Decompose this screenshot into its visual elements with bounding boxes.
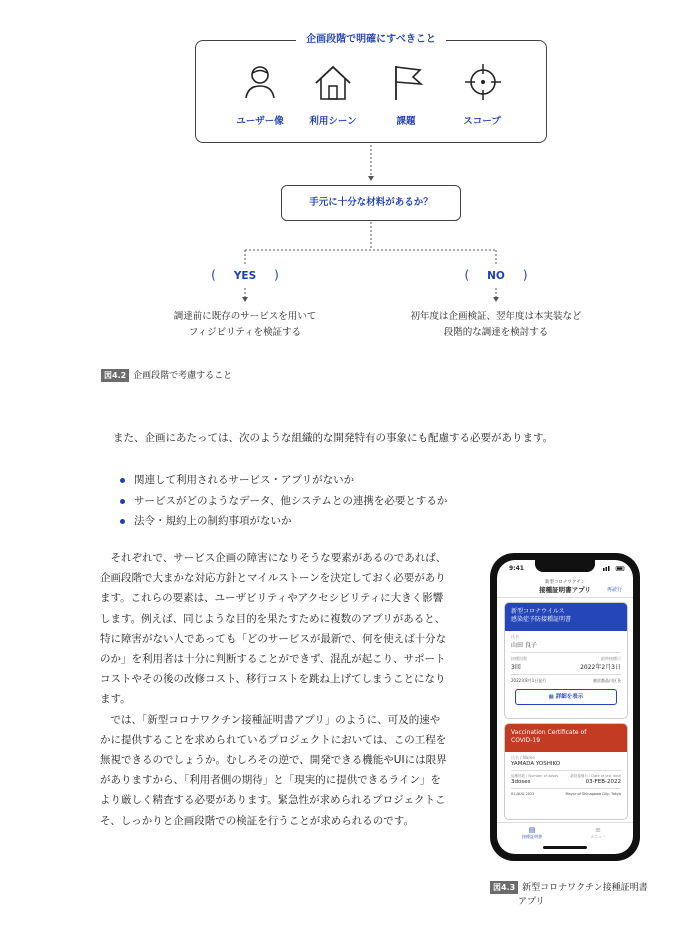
divider [511, 788, 621, 789]
card-body-ja [505, 631, 627, 708]
item-label-scene: 利用シーン [309, 116, 357, 127]
menu-icon: ≡ [595, 826, 601, 834]
figure-caption-phone-line2: アプリ [518, 897, 545, 907]
list-item: 関連して利用されるサービス・アプリがないか [120, 470, 560, 491]
reload-button[interactable]: 再読行 [607, 587, 623, 593]
card-title-en-line1: Vaccination Certificate of [511, 729, 587, 736]
battery-icon [603, 566, 625, 571]
question-box: 手元に十分な材料があるか？ [281, 185, 461, 221]
paragraph: それぞれで、サービス企画の障害になりそうな要素があるのであれば、企画段階で大まかな対応方針とマイルストーンを決定しておく必要があります。これらの要素は、ユーザビリティやアクセシビリティに大きく影響します。例えば、同じような目的を果たすために複数のアプリがあると、特に障害がない人であっても「どのサービスが最新で、何を使えば十分なのか」を利用者は十分に判断することができず、混乱が起こり、サポートコストやその後の改修コスト、移行コストを跳ね上げてしまうことになります。 [100, 552, 447, 706]
certificate-card-en[interactable] [504, 723, 628, 820]
count-label-en: 接種回数 / Number of doses [511, 774, 559, 778]
body-text [100, 548, 450, 831]
issued-date-en: 01-AUG-2022 [511, 792, 535, 796]
item-label-issue: 課題 [396, 116, 416, 127]
app-title: 接種証明書アプリ [539, 586, 591, 594]
issuer: 東京都品川区長 [593, 678, 621, 683]
figure-tag-phone: 図4.3 [490, 881, 518, 894]
divider [511, 674, 621, 675]
no-result-line1: 初年度は企画検証、翌年度は本実装など [410, 311, 582, 322]
tabbar-divider [497, 822, 633, 823]
yes-result-line2: フィジビリティを検証する [188, 327, 302, 338]
date-label: 最終接種日 [601, 656, 621, 661]
phone-mockup [490, 553, 640, 861]
figure-tag: 図4.2 [101, 369, 129, 382]
holder-name-en: YAMADA YOSHIKO [511, 761, 561, 767]
count-label: 接種回数 [511, 656, 527, 661]
dose-count-en: 3doses [511, 779, 531, 785]
flow-connectors [0, 0, 676, 320]
show-detail-label: 詳細を表示 [555, 694, 584, 700]
no-result-line2: 段階的な調達を検討する [443, 327, 549, 338]
figure-caption-phone-line1: 新型コロナワクチン接種証明書 [522, 883, 648, 893]
holder-name: 山田 良子 [511, 642, 537, 649]
item-label-user: ユーザー像 [236, 116, 284, 127]
card-header-ja [505, 603, 627, 631]
last-dose-date: 2022年2月3日 [580, 664, 621, 671]
figure-caption-text: 企画段階で考慮すること [133, 371, 233, 381]
yes-label: YES [233, 270, 257, 282]
status-icons [603, 566, 625, 571]
dose-values [511, 662, 621, 671]
yes-result-line1: 調達前に既存のサービスを用いて [173, 311, 317, 322]
list-item: 法令・規約上の制約事項がないか [120, 511, 560, 532]
phone-notch [535, 560, 595, 572]
app-subtitle: 新型コロナワクチン [544, 580, 586, 585]
issuer-en: Mayor of Shinagawa City, Tokyo [565, 792, 621, 796]
card-title-line1: 新型コロナウイルス [511, 608, 565, 615]
figure-caption [101, 369, 232, 383]
tab-menu[interactable] [583, 826, 613, 840]
issue-info-en [511, 792, 621, 796]
certificate-card-ja[interactable] [504, 602, 628, 719]
show-detail-button[interactable] [515, 689, 617, 705]
no-branch: ( NO ) [464, 268, 528, 282]
name-label-en: 氏名 / Name [511, 755, 535, 760]
issue-info [511, 678, 621, 684]
card-title-en-line2: COVID-19 [511, 737, 541, 744]
tab-certificate-label: 接種証明書 [522, 834, 542, 839]
paragraph: では、「新型コロナワクチン接種証明書アプリ」のように、可及的速やかに提供することを求められているプロジェクトにおいては、この工程を無視できるのでしょうか。むしろその逆で、開発できる機能やUIには限界がありますから、「利用者側の期待」と「現実的に提供できるライン」をより厳しく精査する必要があります。緊急性が求められるプロジェクトこそ、しっかりと企画段階での検証を行うことが求められるのです。 [100, 713, 447, 827]
phone-screen [497, 560, 633, 854]
card-title-line2: 感染症予防接種証明書 [511, 616, 572, 623]
name-label: 氏名 [511, 634, 519, 639]
home-indicator [543, 846, 587, 849]
intro-paragraph: また、企画にあたっては、次のような組織的な開発特有の事象にも配慮する必要があります。 [113, 432, 554, 444]
divider [511, 770, 621, 771]
no-label: NO [487, 270, 505, 282]
certificate-icon: ▤ [528, 826, 536, 834]
card-header-en [505, 724, 627, 752]
issued-date: 2022年8月1日発行 [511, 678, 547, 683]
yes-branch: ( YES ) [211, 268, 279, 282]
list-item: サービスがどのようなデータ、他システムとの連携を必要とするか [120, 491, 560, 512]
header-divider [497, 597, 633, 598]
card-body-en [505, 752, 627, 799]
figure-caption-phone [490, 881, 660, 909]
status-time: 9:41 [509, 565, 524, 572]
date-label-en: 最終接種日 / Date of last dose [570, 774, 621, 778]
tab-menu-label: メニュー [590, 834, 606, 839]
yes-result [130, 309, 360, 341]
dose-count: 3回 [511, 664, 521, 671]
dose-values-en [511, 779, 621, 785]
planning-box-title: 企画段階で明確にすべきこと [296, 32, 446, 48]
bullet-list [120, 470, 560, 532]
item-label-scope: スコープ [463, 116, 501, 127]
divider [511, 652, 621, 653]
last-dose-date-en: 03-FEB-2022 [585, 779, 621, 785]
no-result [381, 309, 611, 341]
tab-certificate[interactable] [517, 826, 547, 840]
qr-icon: ▦ [548, 694, 554, 700]
